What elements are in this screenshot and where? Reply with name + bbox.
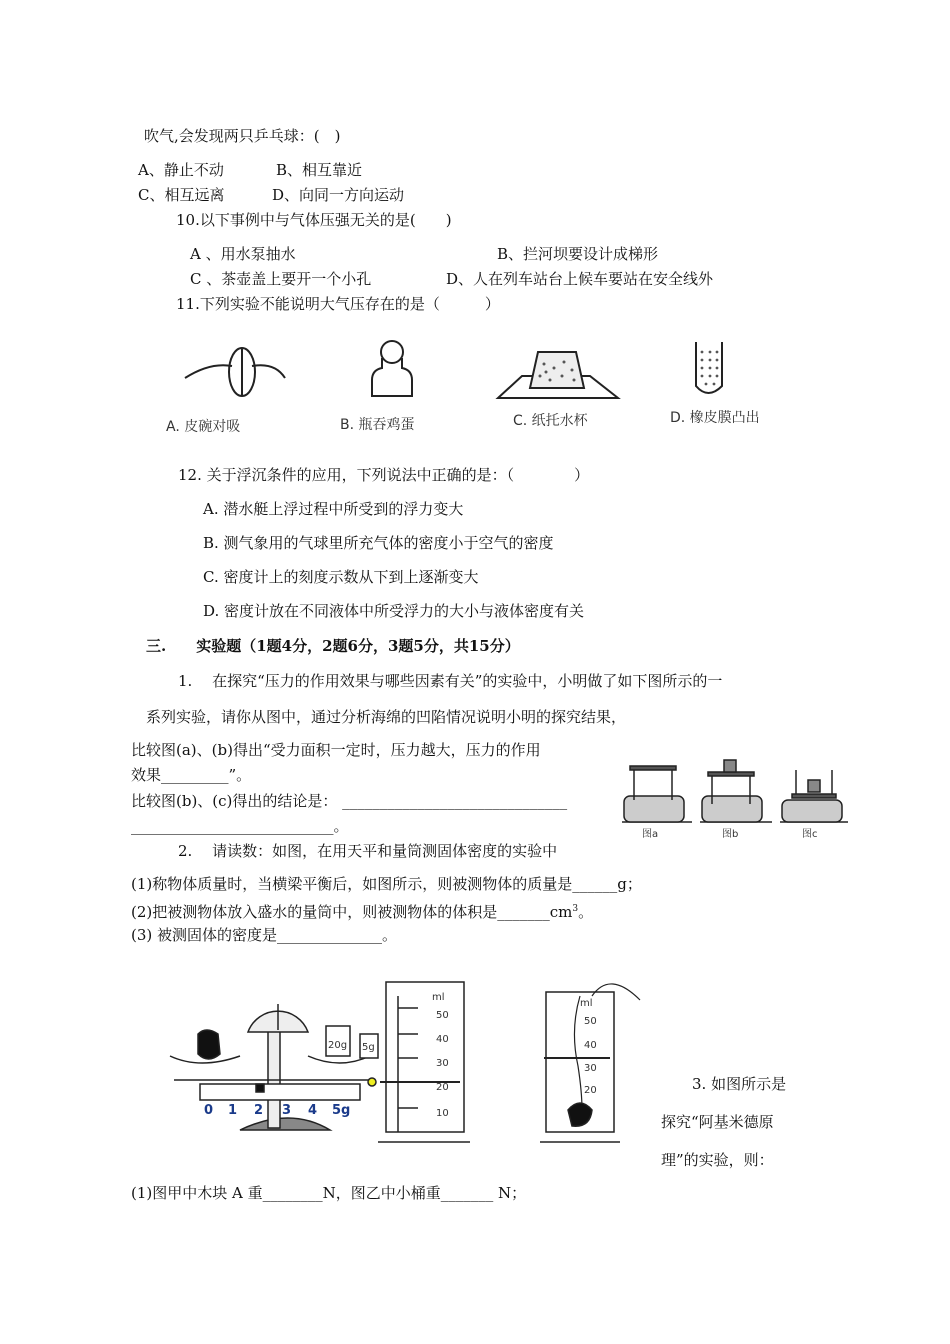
q11-figure — [150, 330, 800, 440]
caption-b: B. 瓶吞鸡蛋 — [340, 417, 415, 433]
p1-line2: 系列实验，请你从图中，通过分析海绵的凹陷情况说明小明的探究结果， — [146, 708, 627, 726]
cyl2-tick-20: 20 — [584, 1085, 597, 1096]
suction-cups-illustration — [185, 348, 285, 396]
bottle-egg-illustration — [372, 341, 412, 396]
scale-3: 3 — [282, 1103, 292, 1118]
sponge-figure — [616, 748, 852, 844]
p2-line4: (3) 被测固体的密度是______________。 — [131, 926, 398, 944]
sponge-a-illustration — [622, 766, 692, 822]
caption-c: C. 纸托水杯 — [513, 413, 588, 429]
cyl2-tick-50: 50 — [584, 1016, 597, 1027]
q10-option-b: B、拦河坝要设计成梯形 — [497, 245, 659, 263]
weight-20g-label: 20g — [328, 1040, 348, 1051]
p3-line4: (1)图甲中木块 A 重________N，图乙中小桶重_______ N； — [131, 1184, 527, 1202]
section-3-title: 三. 实验题（1题4分，2题6分，3题5分，共15分） — [146, 637, 520, 655]
scale-1: 1 — [228, 1103, 238, 1118]
paper-cup-illustration — [498, 352, 618, 398]
p1-line5: 比较图(b)、(c)得出的结论是： ______________________________ — [131, 792, 568, 810]
q9-option-c: C、相互远离 — [138, 186, 225, 204]
p3-line1: 3. 如图所示是 — [692, 1075, 787, 1093]
q12-stem: 12. 关于浮沉条件的应用，下列说法中正确的是：（ ） — [178, 466, 590, 484]
q10-option-a: A 、用水泵抽水 — [190, 245, 296, 263]
cyl1-unit: ml — [432, 992, 445, 1003]
cyl2-tick-40: 40 — [584, 1040, 597, 1051]
p2-line3: (2)把被测物体放入盛水的量筒中，则被测物体的体积是$\_\_\_\_\_\_\_cm^3$。 — [131, 903, 594, 921]
cyl1-tick-30: 30 — [436, 1058, 449, 1069]
cyl1-tick-50: 50 — [436, 1010, 449, 1021]
p1-line6: ___________________________。 — [131, 817, 349, 835]
q10-stem: 10.以下事例中与气体压强无关的是( ) — [176, 211, 452, 229]
sponge-b-illustration — [700, 760, 772, 822]
q10-option-c: C 、茶壶盖上要开一个小孔 — [190, 270, 372, 288]
cyl1-tick-20: 20 — [436, 1082, 449, 1093]
fig-label-c: 图c — [802, 829, 818, 840]
fig-label-b: 图b — [722, 829, 739, 840]
cyl2-unit: ml — [580, 998, 593, 1009]
cyl1-tick-40: 40 — [436, 1034, 449, 1045]
scale-0: 0 — [204, 1103, 214, 1118]
scale-5g: 5g — [332, 1103, 351, 1118]
q11-stem: 11.下列实验不能说明大气压存在的是（ ） — [176, 295, 500, 313]
scale-2: 2 — [254, 1103, 264, 1118]
q9-option-b: B、相互靠近 — [276, 161, 363, 179]
cyl1-tick-10: 10 — [436, 1108, 449, 1119]
q9-option-a: A、静止不动 — [138, 161, 224, 179]
cylinder-1-illustration — [378, 982, 470, 1142]
caption-d: D. 橡皮膜凸出 — [670, 410, 760, 426]
p2-line1: 2. 请读数：如图，在用天平和量筒测固体密度的实验中 — [178, 842, 558, 860]
p1-line1: 1. 在探究“压力的作用效果与哪些因素有关”的实验中，小明做了如下图所示的一 — [178, 672, 723, 690]
q10-option-d: D、人在列车站台上候车要站在安全线外 — [446, 270, 714, 288]
p3-line2: 探究“阿基米德原 — [661, 1113, 774, 1131]
weight-5g-label: 5g — [362, 1042, 375, 1053]
caption-a: A. 皮碗对吸 — [166, 419, 241, 435]
q12-option-d: D. 密度计放在不同液体中所受浮力的大小与液体密度有关 — [203, 602, 585, 620]
fig-label-a: 图a — [642, 829, 659, 840]
p3-line3: 理”的实验，则： — [661, 1151, 774, 1169]
q9-stem-tail: 吹气,会发现两只乒乓球：( ) — [144, 127, 341, 145]
sponge-c-illustration — [780, 770, 848, 822]
p1-line3: 比较图(a)、(b)得出“受力面积一定时，压力越大，压力的作用 — [131, 741, 541, 759]
scale-4: 4 — [308, 1103, 318, 1118]
q12-option-a: A. 潜水艇上浮过程中所受到的浮力变大 — [203, 500, 464, 518]
q12-option-b: B. 测气象用的气球里所充气体的密度小于空气的密度 — [203, 534, 554, 552]
membrane-tube-illustration — [696, 342, 722, 393]
p2-line2: (1)称物体质量时，当横梁平衡后，如图所示，则被测物体的质量是______g； — [131, 875, 642, 893]
q12-option-c: C. 密度计上的刻度示数从下到上逐渐变大 — [203, 568, 479, 586]
p1-line4: 效果_________”。 — [131, 766, 252, 784]
cyl2-tick-30: 30 — [584, 1063, 597, 1074]
q9-option-d: D、向同一方向运动 — [272, 186, 405, 204]
balance-cylinder-figure — [160, 970, 660, 1150]
